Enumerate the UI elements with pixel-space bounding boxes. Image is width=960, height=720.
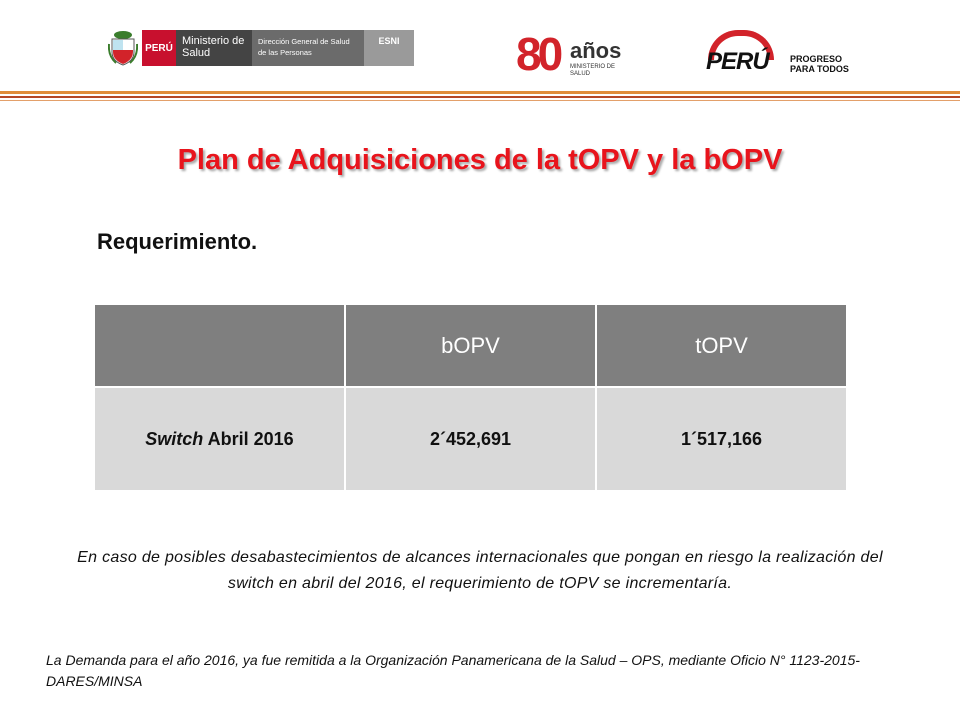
minsa-unit-label: ESNI bbox=[364, 30, 414, 66]
table-header-empty bbox=[94, 304, 345, 387]
table-row bbox=[94, 387, 847, 491]
minsa-direction-label: Dirección General de Salud de las Personas bbox=[252, 30, 364, 66]
table-header-bopv: bOPV bbox=[345, 304, 596, 387]
minsa-logo bbox=[108, 30, 414, 66]
bopv-value-cell: 2´452,691 bbox=[345, 387, 596, 491]
minsa-ministry-label: Ministerio de Salud bbox=[176, 30, 252, 66]
table-header-row bbox=[94, 304, 847, 387]
slide-title: Plan de Adquisiciones de la tOPV y la bOPV bbox=[177, 144, 783, 176]
peru-brand-logo bbox=[704, 30, 874, 74]
table-header-topv: tOPV bbox=[596, 304, 847, 387]
peru-tagline-line-1: PROGRESO bbox=[790, 54, 843, 64]
row-label-italic: Switch bbox=[145, 428, 204, 449]
row-label-cell bbox=[94, 387, 345, 491]
row-label-rest: Abril 2016 bbox=[203, 428, 294, 449]
shortage-note: En caso de posibles desabastecimientos de alcances internacionales que pongan en riesgo la realización del switch en abril del 2016, el requerimiento de tOPV se incrementaría. bbox=[77, 549, 883, 592]
requirements-table bbox=[93, 303, 848, 492]
peru-brand-word: PERÚ bbox=[706, 48, 769, 75]
header-rule-top bbox=[0, 91, 960, 94]
peru-brand-tagline bbox=[790, 54, 849, 74]
anniversary-sub: MINISTERIO DE SALUD bbox=[570, 64, 616, 77]
anniversary-word: años bbox=[570, 38, 622, 63]
minsa-country-label: PERÚ bbox=[142, 30, 176, 66]
anniversary-logo bbox=[514, 28, 622, 84]
coat-of-arms-icon bbox=[108, 30, 138, 66]
slide-subtitle: Requerimiento. bbox=[97, 229, 258, 254]
topv-value-cell: 1´517,166 bbox=[596, 387, 847, 491]
header-rule-middle bbox=[0, 96, 960, 98]
anniversary-number: 80 bbox=[516, 28, 560, 80]
demand-note: La Demanda para el año 2016, ya fue remitida a la Organización Panamericana de la Salud – OPS, mediante Oficio N° 1123-2015-DARES/MINSA bbox=[46, 652, 860, 689]
peru-tagline-line-2: PARA TODOS bbox=[790, 64, 849, 74]
header-rule-bottom bbox=[0, 100, 960, 101]
